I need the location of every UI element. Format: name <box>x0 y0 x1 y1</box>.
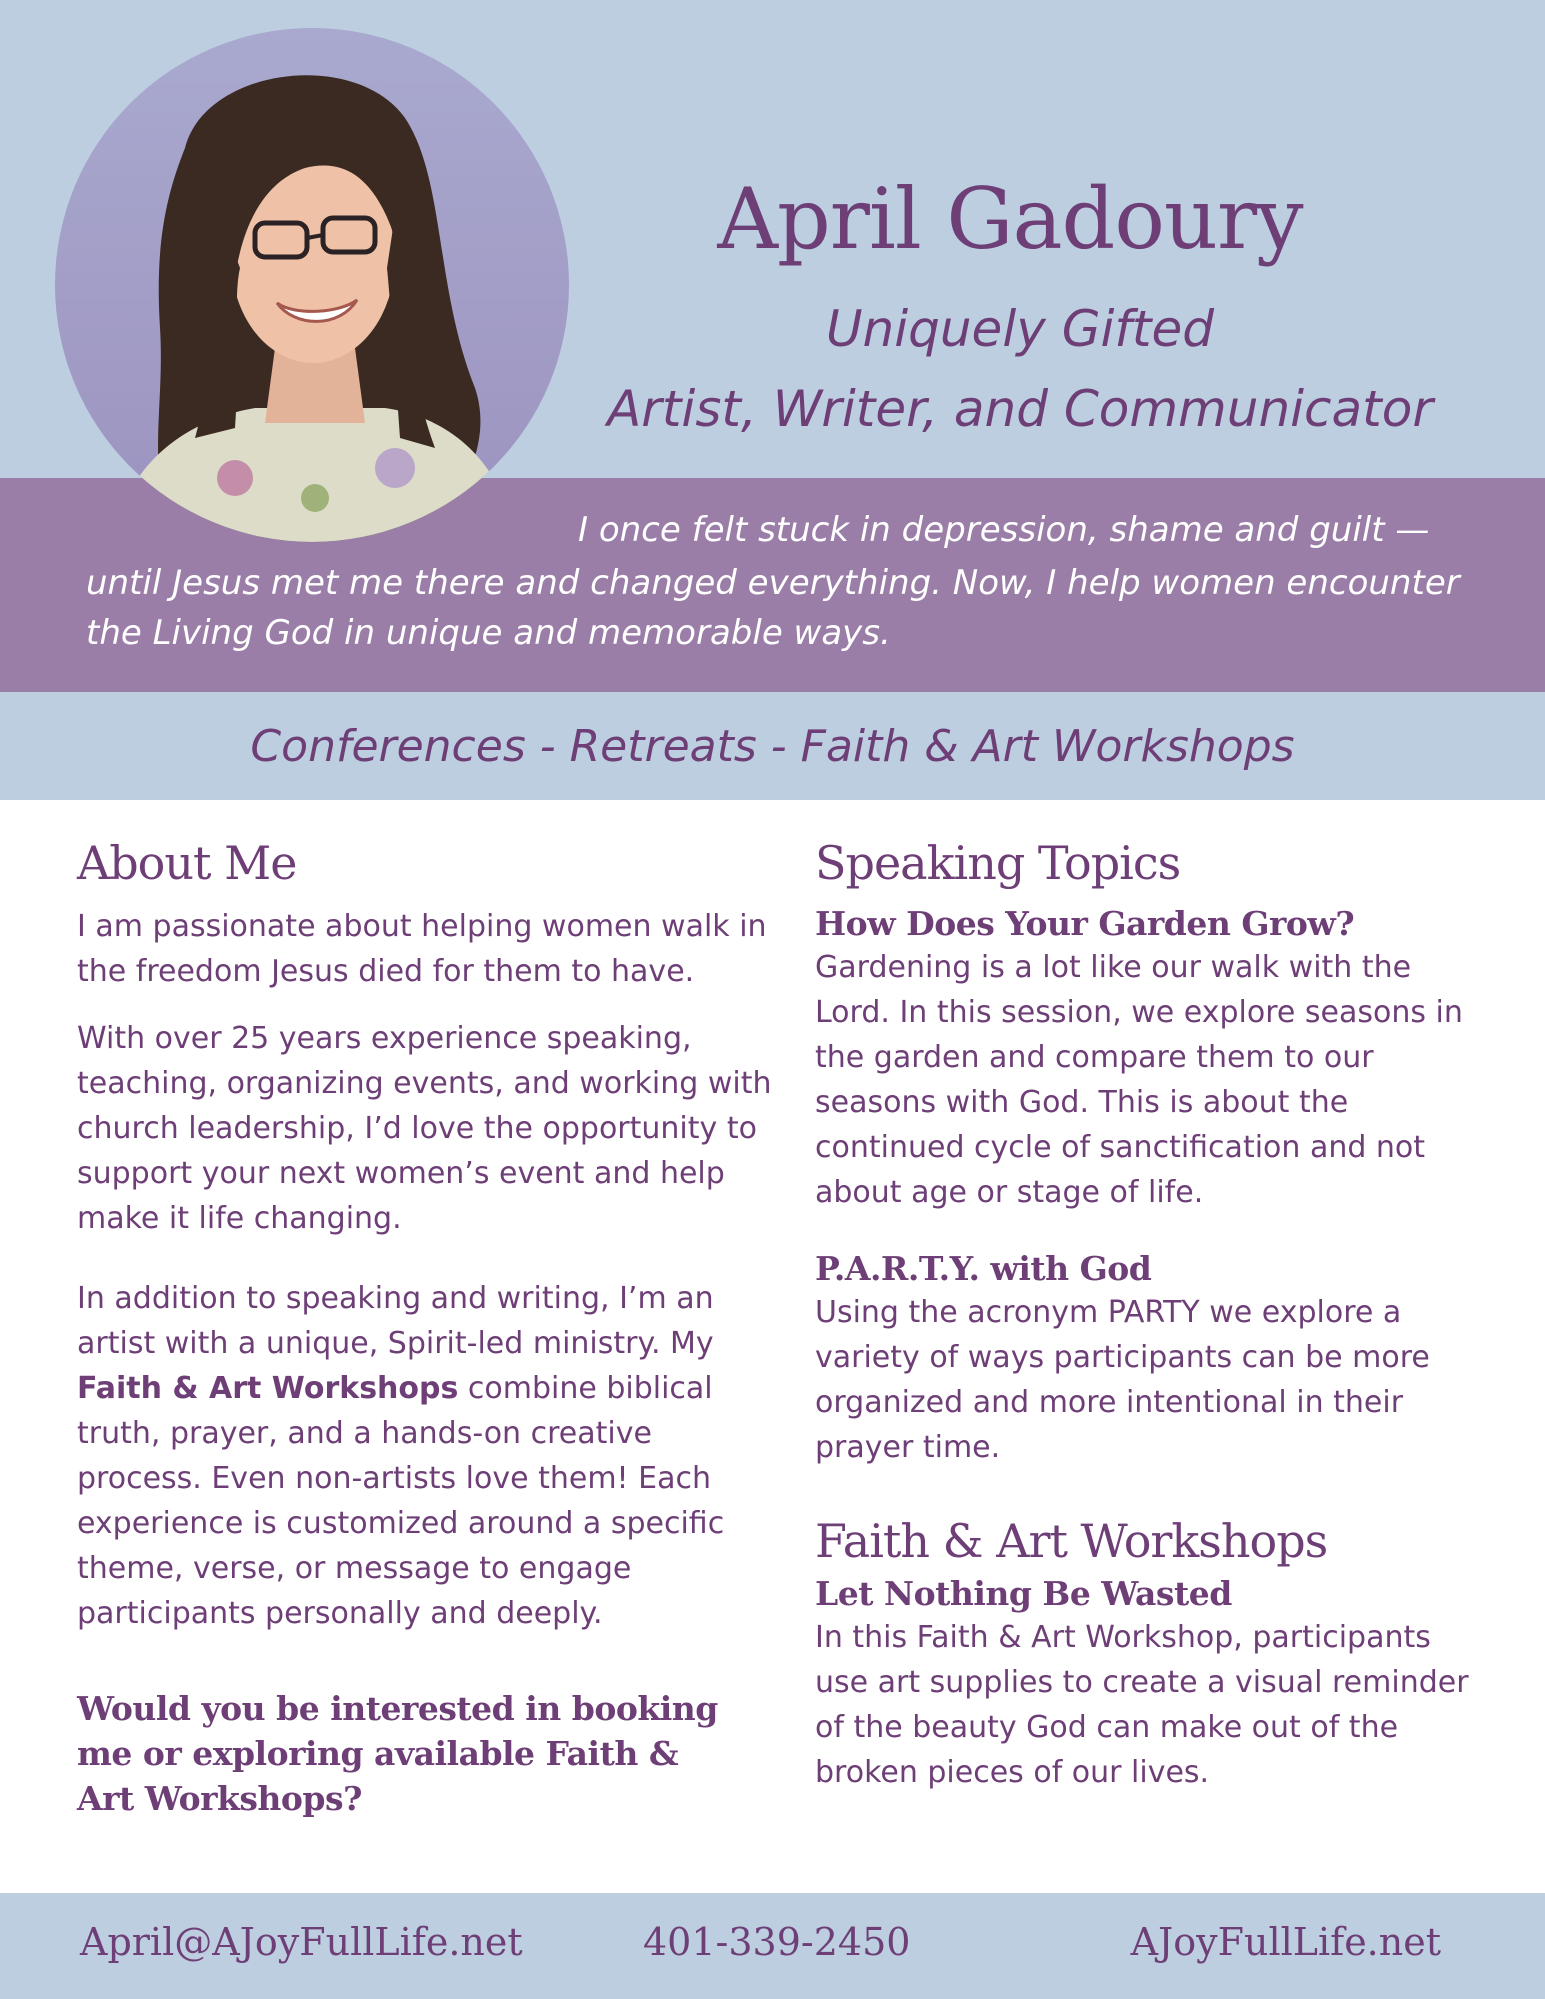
contact-website[interactable]: AJoyFullLife.net <box>1130 1920 1441 1964</box>
contact-phone[interactable]: 401-339-2450 <box>643 1920 911 1964</box>
about-paragraph-2: With over 25 years experience speaking, teaching, organizing events, and working with church leadership, I’d love the opportunity to support your next women’s event and help make it life changing. <box>77 1021 772 1236</box>
topic-1-description: Gardening is a lot like our walk with the Lord. In this session, we explore seasons in the garden and compare them to our seasons with God. This is about the continued cycle of sanctification and not about age or stage of life. <box>815 950 1463 1210</box>
quote-line-1: I once felt stuck in depression, shame and guilt — <box>578 510 1430 550</box>
topic-2-description: Using the acronym PARTY we explore a variety of ways participants can be more organized and more intentional in their prayer time. <box>815 1295 1430 1465</box>
speaker-name: April Gadoury <box>717 170 1303 268</box>
portrait-illustration <box>55 28 569 542</box>
tagline-line-1: Uniquely Gifted <box>825 300 1215 358</box>
contact-email[interactable]: April@AJoyFullLife.net <box>80 1920 523 1964</box>
about-p3-end: combine biblical truth, prayer, and a hands-on creative process. Even non-artists love them! Each experience is customized around a specific theme, verse, or message to engage participants personally and deeply. <box>77 1371 725 1631</box>
about-heading: About Me <box>77 836 297 890</box>
about-section <box>77 836 777 1821</box>
portrait-photo <box>55 28 569 542</box>
services-list: Conferences - Retreats - Faith & Art Workshops <box>250 720 1295 772</box>
about-paragraph-1: I am passionate about helping women walk in the freedom Jesus died for them to have. <box>77 909 767 989</box>
speaking-topics-section <box>815 836 1475 1795</box>
services-band <box>0 692 1545 800</box>
speaking-topics-heading: Speaking Topics <box>815 836 1181 890</box>
workshops-heading: Faith & Art Workshops <box>815 1514 1328 1568</box>
workshop-description: In this Faith & Art Workshop, participants use art supplies to create a visual reminder of the beauty God can make out of the broken pieces of our lives. <box>815 1620 1469 1790</box>
booking-call-to-action: Would you be interested in booking me or exploring available Faith & Art Workshops? <box>77 1689 718 1818</box>
quote-line-3: the Living God in unique and memorable ways. <box>86 613 891 653</box>
about-p3-start: In addition to speaking and writing, I’m an artist with a unique, Spirit-led ministry. My <box>77 1281 714 1361</box>
faith-art-workshops-bold: Faith & Art Workshops <box>77 1371 459 1406</box>
tagline-line-2: Artist, Writer, and Communicator <box>607 380 1433 438</box>
workshop-title: Let Nothing Be Wasted <box>815 1574 1232 1613</box>
about-paragraph-3 <box>77 1276 777 1636</box>
topic-1-title: How Does Your Garden Grow? <box>815 904 1355 943</box>
quote-line-2: until Jesus met me there and changed everything. Now, I help women encounter <box>86 563 1460 603</box>
topic-2-title: P.A.R.T.Y. with God <box>815 1249 1152 1288</box>
